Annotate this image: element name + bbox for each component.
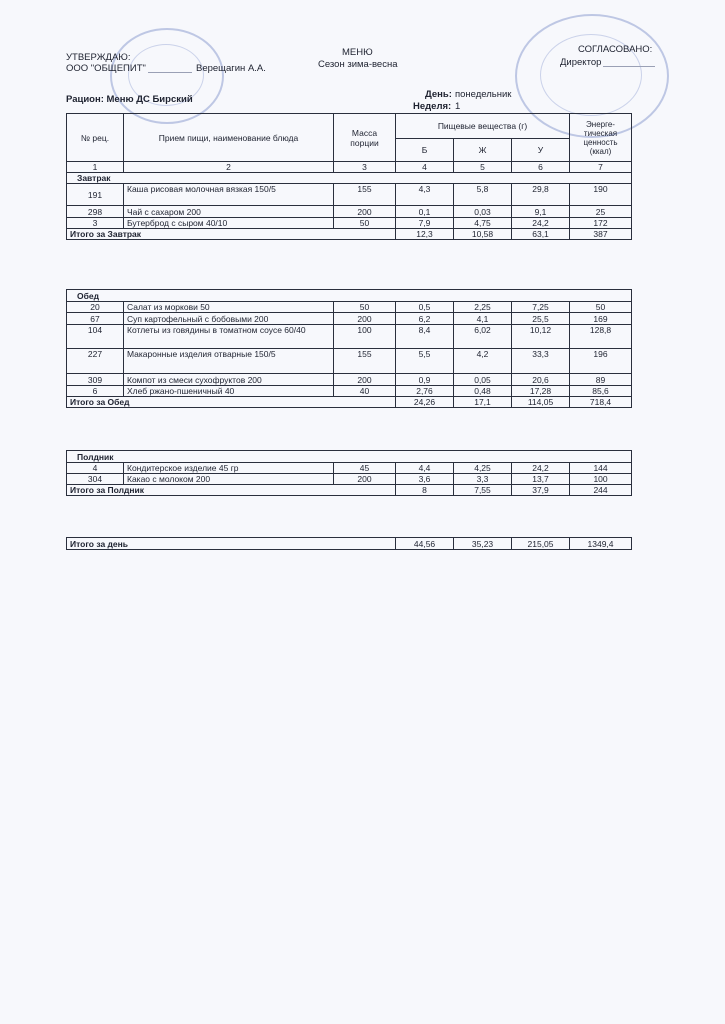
- col-nutrients-header: Пищевые вещества (г): [396, 114, 570, 139]
- row-b: 2,76: [396, 386, 454, 397]
- row-b: 0,5: [396, 302, 454, 313]
- col-index: 6: [512, 162, 570, 173]
- row-name: Компот из смеси сухофруктов 200: [124, 374, 334, 386]
- section-title-lunch: Обед: [67, 290, 632, 302]
- row-name: Какао с молоком 200: [124, 474, 334, 485]
- total-label: Итого за Обед: [67, 397, 396, 408]
- col-zh-header: Ж: [454, 139, 512, 162]
- row-u: 10,12: [512, 325, 570, 349]
- table-row: [67, 218, 632, 229]
- row-u: 33,3: [512, 349, 570, 374]
- day-value: понедельник: [455, 89, 512, 100]
- section-title-breakfast: Завтрак: [67, 173, 632, 184]
- row-zh: 4,1: [454, 313, 512, 325]
- day-total-label: Итого за день: [67, 538, 396, 550]
- row-name: Каша рисовая молочная вязкая 150/5: [124, 184, 334, 206]
- row-mass: 200: [334, 374, 396, 386]
- row-mass: 155: [334, 184, 396, 206]
- day-total-b: 44,56: [396, 538, 454, 550]
- table-row: [67, 386, 632, 397]
- col-b-header: Б: [396, 139, 454, 162]
- row-kcal: 190: [570, 184, 632, 206]
- row-zh: 4,75: [454, 218, 512, 229]
- menu-table-day-total: [66, 537, 632, 550]
- col-energy-header: Энерге-тическая ценность (ккал): [570, 114, 632, 162]
- row-name: Макаронные изделия отварные 150/5: [124, 349, 334, 374]
- row-name: Суп картофельный с бобовыми 200: [124, 313, 334, 325]
- table-row: [67, 184, 632, 206]
- row-kcal: 144: [570, 463, 632, 474]
- row-b: 0,9: [396, 374, 454, 386]
- total-kcal: 244: [570, 485, 632, 496]
- col-name-header: Прием пищи, наименование блюда: [124, 114, 334, 162]
- row-b: 5,5: [396, 349, 454, 374]
- day-total-u: 215,05: [512, 538, 570, 550]
- row-mass: 200: [334, 313, 396, 325]
- row-zh: 0,48: [454, 386, 512, 397]
- row-num: 104: [67, 325, 124, 349]
- row-kcal: 100: [570, 474, 632, 485]
- signature-line-right: [603, 66, 655, 67]
- total-label: Итого за Завтрак: [67, 229, 396, 240]
- col-index: 3: [334, 162, 396, 173]
- row-mass: 155: [334, 349, 396, 374]
- row-u: 29,8: [512, 184, 570, 206]
- row-zh: 0,03: [454, 206, 512, 218]
- row-b: 3,6: [396, 474, 454, 485]
- table-row: [67, 349, 632, 374]
- row-b: 0,1: [396, 206, 454, 218]
- table-row: [67, 302, 632, 313]
- row-mass: 100: [334, 325, 396, 349]
- total-kcal: 387: [570, 229, 632, 240]
- row-name: Салат из моркови 50: [124, 302, 334, 313]
- row-zh: 2,25: [454, 302, 512, 313]
- col-index: 7: [570, 162, 632, 173]
- row-num: 6: [67, 386, 124, 397]
- total-u: 63,1: [512, 229, 570, 240]
- row-u: 20,6: [512, 374, 570, 386]
- col-mass-header: Масса порции: [334, 114, 396, 162]
- row-u: 9,1: [512, 206, 570, 218]
- day-total-zh: 35,23: [454, 538, 512, 550]
- row-kcal: 172: [570, 218, 632, 229]
- row-kcal: 25: [570, 206, 632, 218]
- row-zh: 3,3: [454, 474, 512, 485]
- row-mass: 50: [334, 302, 396, 313]
- row-u: 24,2: [512, 218, 570, 229]
- row-mass: 200: [334, 206, 396, 218]
- signature-line-left: [148, 72, 192, 73]
- total-row: [67, 229, 632, 240]
- row-b: 7,9: [396, 218, 454, 229]
- row-u: 24,2: [512, 463, 570, 474]
- row-num: 304: [67, 474, 124, 485]
- ration-label: Рацион: Меню ДС Бирский: [66, 94, 193, 105]
- row-kcal: 50: [570, 302, 632, 313]
- row-zh: 4,2: [454, 349, 512, 374]
- row-mass: 200: [334, 474, 396, 485]
- total-b: 24,26: [396, 397, 454, 408]
- approve-title: УТВЕРЖДАЮ:: [66, 52, 131, 63]
- row-kcal: 128,8: [570, 325, 632, 349]
- approve-org: ООО "ОБЩЕПИТ": [66, 63, 146, 74]
- row-name: Котлеты из говядины в томатном соусе 60/40: [124, 325, 334, 349]
- row-name: Хлеб ржано-пшеничный 40: [124, 386, 334, 397]
- col-index: 1: [67, 162, 124, 173]
- day-label: День:: [425, 89, 452, 100]
- total-u: 114,05: [512, 397, 570, 408]
- row-num: 67: [67, 313, 124, 325]
- row-num: 20: [67, 302, 124, 313]
- row-b: 4,3: [396, 184, 454, 206]
- total-label: Итого за Полдник: [67, 485, 396, 496]
- row-u: 25,5: [512, 313, 570, 325]
- row-u: 7,25: [512, 302, 570, 313]
- section-title-snack: Полдник: [67, 451, 632, 463]
- row-zh: 4,25: [454, 463, 512, 474]
- total-zh: 17,1: [454, 397, 512, 408]
- row-num: 4: [67, 463, 124, 474]
- row-num: 3: [67, 218, 124, 229]
- row-kcal: 85,6: [570, 386, 632, 397]
- col-index: 4: [396, 162, 454, 173]
- menu-table-breakfast: [66, 113, 632, 240]
- total-b: 8: [396, 485, 454, 496]
- day-total-row: [67, 538, 632, 550]
- row-name: Чай с сахаром 200: [124, 206, 334, 218]
- table-row: [67, 313, 632, 325]
- row-zh: 6,02: [454, 325, 512, 349]
- agreed-role: Директор: [560, 57, 602, 68]
- table-row: [67, 325, 632, 349]
- table-row: [67, 206, 632, 218]
- season: Сезон зима-весна: [318, 59, 398, 70]
- total-row: [67, 397, 632, 408]
- row-mass: 45: [334, 463, 396, 474]
- row-kcal: 89: [570, 374, 632, 386]
- menu-table-snack: [66, 450, 632, 496]
- row-num: 309: [67, 374, 124, 386]
- row-mass: 40: [334, 386, 396, 397]
- row-name: Бутерброд с сыром 40/10: [124, 218, 334, 229]
- total-u: 37,9: [512, 485, 570, 496]
- table-row: [67, 463, 632, 474]
- row-b: 4,4: [396, 463, 454, 474]
- col-index: 5: [454, 162, 512, 173]
- col-num-header: № рец.: [67, 114, 124, 162]
- row-num: 191: [67, 184, 124, 206]
- row-kcal: 196: [570, 349, 632, 374]
- row-b: 8,4: [396, 325, 454, 349]
- row-num: 298: [67, 206, 124, 218]
- row-b: 6,2: [396, 313, 454, 325]
- row-zh: 0,05: [454, 374, 512, 386]
- row-kcal: 169: [570, 313, 632, 325]
- col-u-header: У: [512, 139, 570, 162]
- table-row: [67, 474, 632, 485]
- row-u: 17,28: [512, 386, 570, 397]
- total-row: [67, 485, 632, 496]
- day-total-kcal: 1349,4: [570, 538, 632, 550]
- row-u: 13,7: [512, 474, 570, 485]
- week-label: Неделя:: [413, 101, 452, 112]
- agreed-title: СОГЛАСОВАНО:: [578, 44, 653, 55]
- row-num: 227: [67, 349, 124, 374]
- table-row: [67, 374, 632, 386]
- total-zh: 10,58: [454, 229, 512, 240]
- menu-table-lunch: [66, 289, 632, 408]
- week-value: 1: [455, 101, 461, 112]
- row-mass: 50: [334, 218, 396, 229]
- total-b: 12,3: [396, 229, 454, 240]
- total-zh: 7,55: [454, 485, 512, 496]
- menu-title: МЕНЮ: [342, 47, 373, 58]
- total-kcal: 718,4: [570, 397, 632, 408]
- approve-person: Верещагин А.А.: [196, 63, 266, 74]
- row-zh: 5,8: [454, 184, 512, 206]
- row-name: Кондитерское изделие 45 гр: [124, 463, 334, 474]
- col-index: 2: [124, 162, 334, 173]
